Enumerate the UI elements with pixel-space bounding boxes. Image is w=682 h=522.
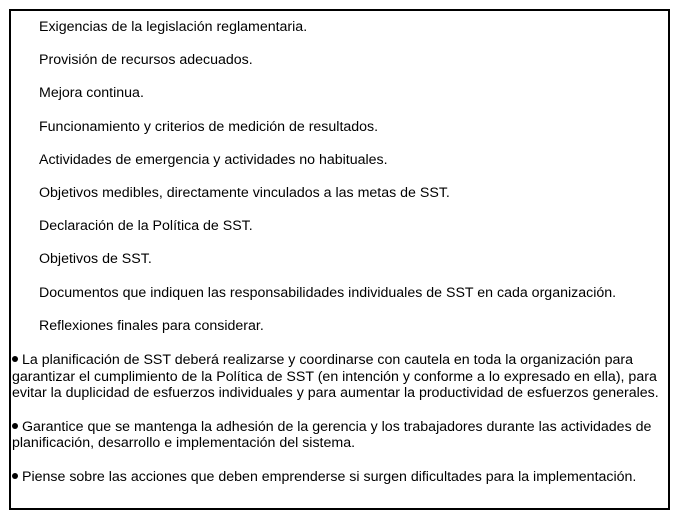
list-item: Funcionamiento y criterios de medición de resultados. (39, 118, 379, 135)
bullet-paragraph (12, 352, 668, 402)
bullet-text: Piense sobre las acciones que deben emprenderse si surgen dificultades para la implementación. (22, 468, 637, 485)
document-frame (9, 9, 670, 510)
items-list (39, 18, 616, 350)
bullet-icon (12, 473, 18, 479)
bullet-paragraph (12, 419, 668, 452)
list-item: Documentos que indiquen las responsabilidades individuales de SST en cada organización. (39, 284, 617, 301)
list-item: Declaración de la Política de SST. (39, 218, 253, 235)
list-item: Actividades de emergencia y actividades no habituales. (39, 151, 388, 168)
list-item: Reflexiones finales para considerar. (39, 317, 264, 334)
list-item: Objetivos medibles, directamente vinculados a las metas de SST. (39, 184, 450, 201)
bullet-paragraph (12, 469, 668, 486)
bullet-text: La planificación de SST deberá realizarse y coordinarse con cautela en toda la organización para garantizar el cumplimiento de la Política de SST (en intención y conforme a lo expresado en ella), para evitar la duplicidad de esfuerzos individuales y para aumentar la productividad de esfuerzos generales. (12, 352, 659, 401)
bullet-text: Garantice que se mantenga la adhesión de la gerencia y los trabajadores durante las actividades de planificación, desarrollo e implementación del sistema. (12, 418, 652, 451)
bullet-icon (12, 356, 18, 362)
list-item: Provisión de recursos adecuados. (39, 52, 253, 69)
list-item: Mejora continua. (39, 85, 144, 102)
bullet-icon (12, 423, 18, 429)
bullet-paragraphs (12, 352, 668, 485)
list-item: Exigencias de la legislación reglamentaria. (39, 19, 308, 35)
list-item: Objetivos de SST. (39, 251, 152, 268)
